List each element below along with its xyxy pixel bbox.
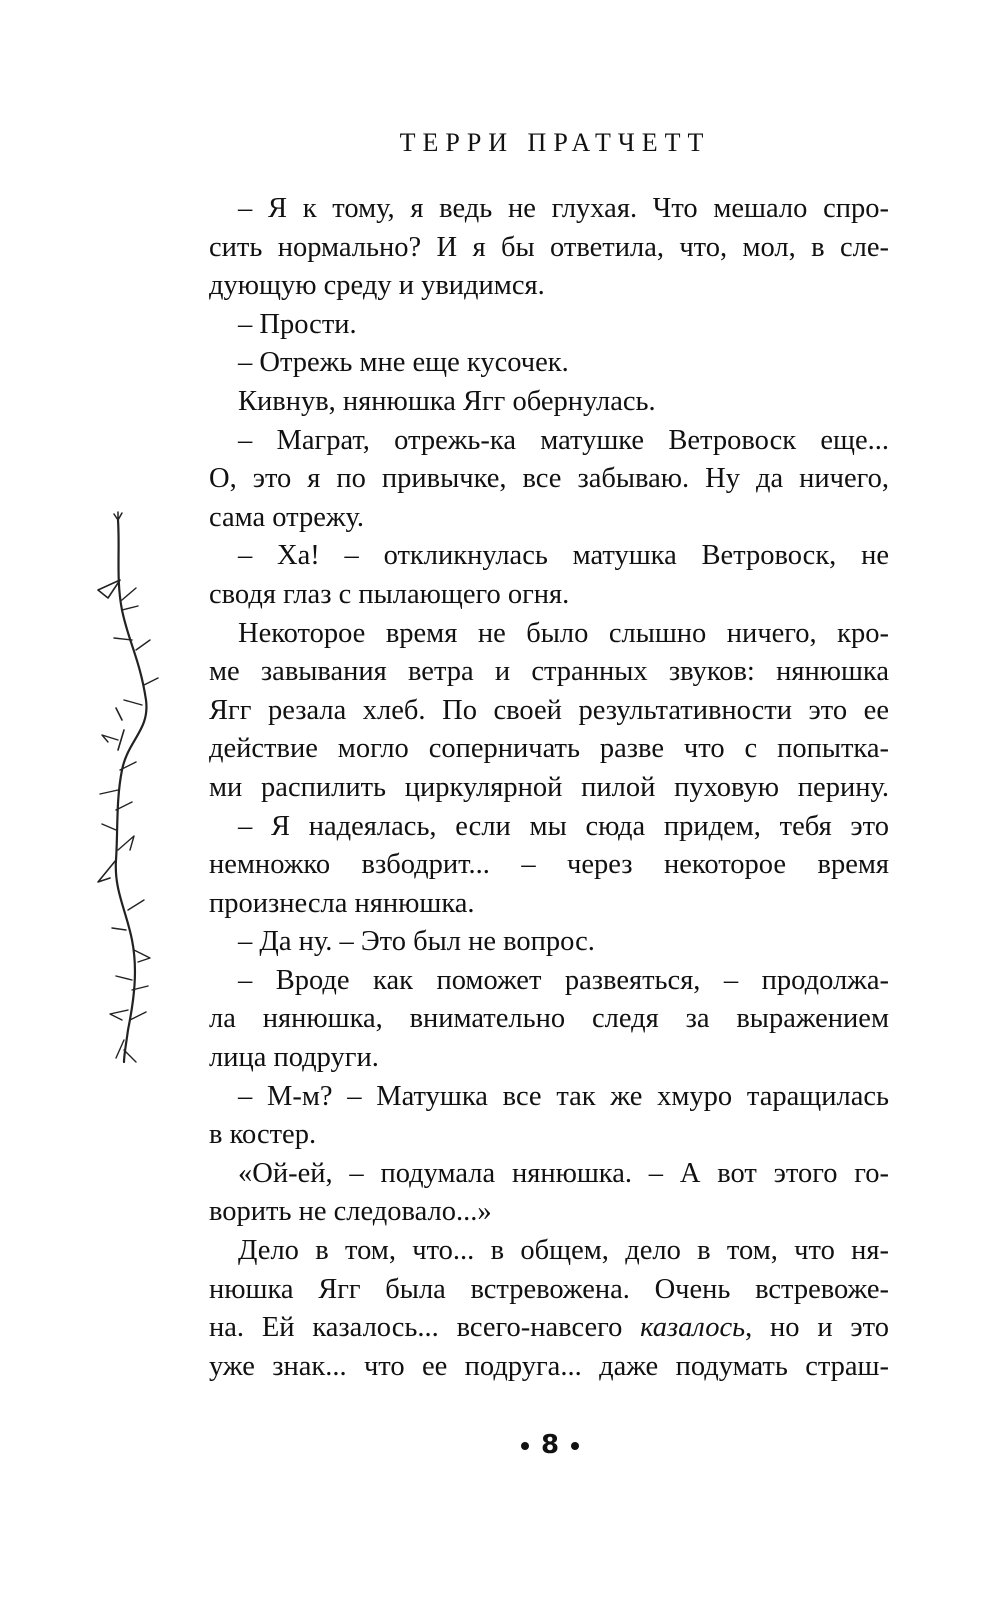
italic-word: казалось: [640, 1312, 746, 1344]
text-line: нюшка Ягг была встревожена. Очень встревоже-: [209, 1273, 889, 1305]
text-line: ми распилить циркулярной пилой пуховую перину.: [209, 771, 889, 803]
text-line: Некоторое время не было слышно ничего, кро-: [238, 617, 889, 649]
text-line-with-italic: [209, 1309, 889, 1348]
text-line: – Прости.: [238, 308, 357, 340]
text-line: немножко взбодрит... – через некоторое время: [209, 849, 889, 881]
text-line: – Маграт, отрежь-ка матушке Ветровоск еще...: [238, 424, 889, 456]
running-head: ТЕРРИ ПРАТЧЕТТ: [399, 128, 711, 157]
text-line: «Ой-ей, – подумала нянюшка. – А вот этого го-: [238, 1157, 889, 1189]
text-line: сводя глаз с пылающего огня.: [209, 578, 570, 610]
text-line: в костер.: [209, 1119, 317, 1151]
bullet-icon: [571, 1442, 579, 1450]
page-number: [500, 1430, 600, 1460]
text-line: Ягг резала хлеб. По своей результативности это ее: [209, 694, 889, 726]
text-line: ме завывания ветра и странных звуков: нянюшка: [209, 656, 889, 688]
text-line: – Да ну. – Это был не вопрос.: [238, 926, 595, 958]
text-line: действие могло соперничать разве что с попытка-: [209, 733, 889, 765]
text-line: уже знак... что ее подруга... даже подумать страш-: [209, 1350, 889, 1382]
text-line: ворить не следовало...»: [209, 1196, 492, 1228]
text-line: – М-м? – Матушка все так же хмуро таращилась: [238, 1080, 889, 1112]
text-line: сить нормально? И я бы ответила, что, мол, в сле-: [209, 231, 889, 263]
text-line: Дело в том, что... в общем, дело в том, что ня-: [238, 1235, 889, 1267]
body-text: [209, 190, 889, 1386]
text-line: Кивнув, нянюшка Ягг обернулась.: [238, 385, 656, 417]
text-segment: на. Ей казалось... всего-навсего: [209, 1312, 641, 1344]
text-line: – Вроде как поможет развеяться, – продолжа-: [238, 964, 889, 996]
text-line: дующую среду и увидимся.: [209, 270, 545, 302]
text-line: произнесла нянюшка.: [209, 887, 475, 919]
text-line: – Я к тому, я ведь не глухая. Что мешало спро-: [238, 193, 889, 224]
text-line: ла нянюшка, внимательно следя за выражением: [209, 1003, 889, 1035]
page-number-value: 8: [540, 1430, 560, 1460]
text-line: – Я надеялась, если мы сюда придем, тебя это: [238, 810, 889, 842]
text-line: – Отрежь мне еще кусочек.: [238, 347, 569, 379]
bullet-icon: [521, 1442, 529, 1450]
text-line: лица подруги.: [209, 1042, 379, 1074]
text-line: сама отрежу.: [209, 501, 365, 533]
text-line: – Ха! – откликнулась матушка Ветровоск, не: [238, 540, 889, 572]
text-line: О, это я по привычке, все забываю. Ну да ничего,: [209, 463, 889, 495]
text-segment: , но и это: [745, 1312, 889, 1344]
vine-ornament-icon: [88, 510, 188, 1070]
